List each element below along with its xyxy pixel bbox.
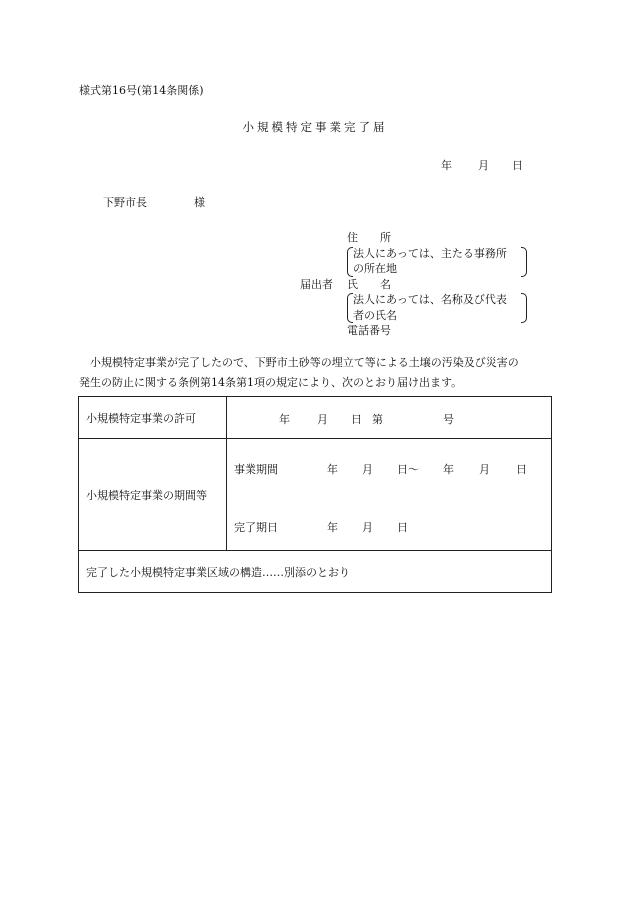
completion-day: 日	[397, 520, 408, 534]
bp-month-2: 月	[479, 462, 490, 476]
structure-row	[79, 551, 552, 593]
address-note-line1: 法人にあっては、主たる事務所	[353, 246, 507, 260]
date-month: 月	[478, 159, 489, 172]
phone-label: 電話番号	[347, 324, 391, 337]
date-day: 日	[512, 159, 523, 172]
completion-month: 月	[362, 520, 373, 534]
addressee-name: 下野市長	[103, 196, 147, 209]
date-year: 年	[441, 159, 452, 172]
permit-day: 日	[351, 412, 362, 426]
period-value-cell[interactable]	[227, 439, 552, 551]
name-label: 氏 名	[347, 277, 391, 291]
address-label: 住 所	[347, 231, 391, 244]
address-note-line2: の所在地	[353, 262, 397, 275]
period-row	[79, 439, 552, 551]
form-number: 様式第16号(第14条関係)	[79, 84, 204, 97]
bp-year-1: 年	[327, 462, 338, 476]
filer-block	[300, 230, 540, 339]
bp-year-2: 年	[443, 462, 454, 476]
form-table	[78, 396, 552, 593]
document-title: 小規模特定事業完了届	[242, 120, 388, 134]
addressee	[103, 194, 205, 210]
addressee-honorific: 様	[194, 196, 205, 209]
completion-year: 年	[327, 520, 338, 534]
name-note-line1: 法人にあっては、名称及び代表	[353, 293, 507, 306]
permit-value-cell[interactable]	[227, 397, 552, 439]
permit-dai: 第	[372, 412, 383, 426]
body-paragraph	[79, 353, 559, 393]
permit-go: 号	[443, 412, 454, 426]
permit-month: 月	[317, 412, 328, 426]
bp-month-1: 月	[362, 462, 373, 476]
body-line-1: 小規模特定事業が完了したので、下野市土砂等の埋立て等による土壌の汚染及び災害の	[90, 356, 519, 369]
business-period-label: 事業期間	[234, 462, 278, 476]
name-note-line2: 者の氏名	[353, 308, 397, 322]
name-note	[347, 292, 527, 323]
address-note	[347, 246, 527, 277]
structure-text: 完了した小規模特定事業区域の構造……別添のとおり	[79, 551, 552, 593]
permit-year: 年	[279, 412, 290, 426]
bp-day-2: 日	[516, 462, 527, 476]
period-label: 小規模特定事業の期間等	[79, 439, 227, 551]
filer-label: 届出者	[300, 277, 333, 291]
permit-label: 小規模特定事業の許可	[79, 397, 227, 439]
completion-label: 完了期日	[234, 520, 278, 534]
permit-row	[79, 397, 552, 439]
body-line-2: 発生の防止に関する条例第14条第1項の規定により、次のとおり届け出ます。	[79, 376, 463, 389]
bp-day-1: 日～	[397, 462, 419, 476]
